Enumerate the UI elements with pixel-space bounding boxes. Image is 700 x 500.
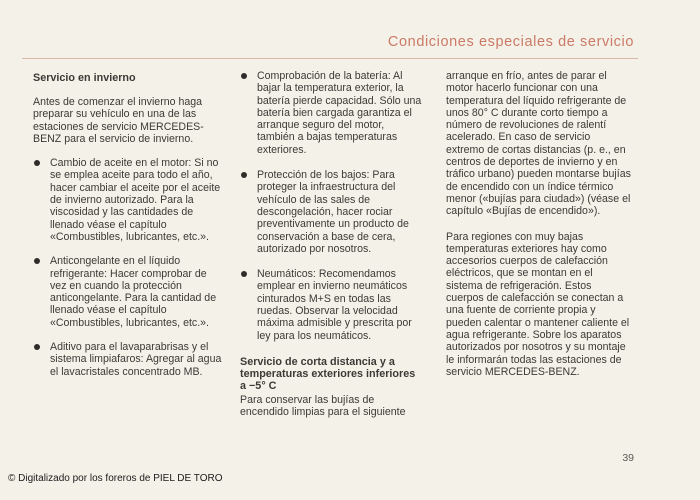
- section-title: Condiciones especiales de servicio: [387, 34, 634, 50]
- list-item-text: Cambio de aceite en el motor: Si no se emplea aceite para todo el año, hacer cambiar el aceite por el aceite de invierno autorizado. Para la viscosidad y las cantidades de llenado véase el capítulo «Combustibles, lubricantes, etc.».: [50, 157, 221, 243]
- winter-checklist-continued: [240, 70, 422, 342]
- footer-credit: © Digitalizado por los foreros de PIEL DE TORO: [8, 473, 223, 484]
- cold-start-paragraph: arranque en frío, antes de parar el motor hacerlo funcionar con una temperatura del líquido refrigerante de unos 80° C durante corto tiempo a número de revoluciones de ralentí acelerado. En caso de servicio extremo de cortas distancias (p. e., en centros de deportes de invierno y en tráfico urbano) pueden montarse bujías de encendido con un índice térmico menor («bujías para ciudad») (véase el capítulo «Bujías de encendido»).: [446, 70, 631, 218]
- list-item: [33, 341, 223, 378]
- list-item: [33, 255, 223, 329]
- bullet-icon: [241, 172, 247, 178]
- short-distance-paragraph: Para conservar las bujías de encendido limpias para el siguiente: [240, 393, 406, 419]
- intro-paragraph: Antes de comenzar el invierno haga preparar su vehículo en una de las estaciones de servicio MERCEDES-BENZ para el servicio de invierno.: [33, 96, 204, 145]
- bullet-icon: [34, 258, 40, 264]
- column-1: [33, 70, 223, 390]
- list-item-text: Protección de los bajos: Para proteger la infraestructura del vehículo de las sales de descongelación, hacer rociar preventivamente un producto de conservación a base de cera, autorizado por nosotros.: [257, 169, 409, 255]
- list-item-text: Anticongelante en el líquido refrigerante: Hacer comprobar de vez en cuando la protección anticongelante. Para la cantidad de llenado véase el capítulo «Combustibles, lubricantes, etc.».: [50, 255, 217, 329]
- bullet-icon: [241, 271, 247, 277]
- list-item-text: Comprobación de la batería: Al bajar la temperatura exterior, la batería pierde capacidad. Sólo una batería bien cargada garantiza el arranque seguro del motor, también a bajas temperaturas exteriores.: [257, 70, 422, 156]
- winter-checklist: [33, 157, 223, 378]
- list-item: [240, 268, 422, 342]
- bullet-icon: [34, 344, 40, 350]
- list-item: [33, 157, 223, 243]
- heading-short-distance: Servicio de corta distancia y a temperaturas exteriores inferiores a −5° C: [240, 355, 416, 392]
- list-item-text: Neumáticos: Recomendamos emplear en invierno neumáticos cinturados M+S en todas las ruedas. Observar la velocidad máxima admisible y prescrita por ley para los neumáticos.: [257, 268, 412, 342]
- heading-winter-service: Servicio en invierno: [33, 72, 136, 84]
- header-rule: [22, 58, 638, 59]
- heater-paragraph: Para regiones con muy bajas temperaturas exteriores hay como accesorios cuerpos de calefacción eléctricos, que se montan en el sistema de refrigeración. Estos cuerpos de calefacción se conectan a una fuente de corriente propia y pueden calentar o mantener caliente el agua refrigerante. Sobre los aparatos autorizados por nosotros y su montaje le informarán todas las estaciones de servicio MERCEDES-BENZ.: [446, 230, 630, 378]
- bullet-icon: [34, 160, 40, 166]
- column-2: [240, 70, 422, 419]
- column-3: [446, 70, 631, 391]
- list-item: [240, 70, 422, 156]
- bullet-icon: [241, 73, 247, 79]
- page-number: 39: [622, 452, 634, 464]
- list-item-text: Aditivo para el lavaparabrisas y el sistema limpiafaros: Agregar al agua el lavacristales concentrado MB.: [50, 341, 222, 378]
- list-item: [240, 169, 422, 255]
